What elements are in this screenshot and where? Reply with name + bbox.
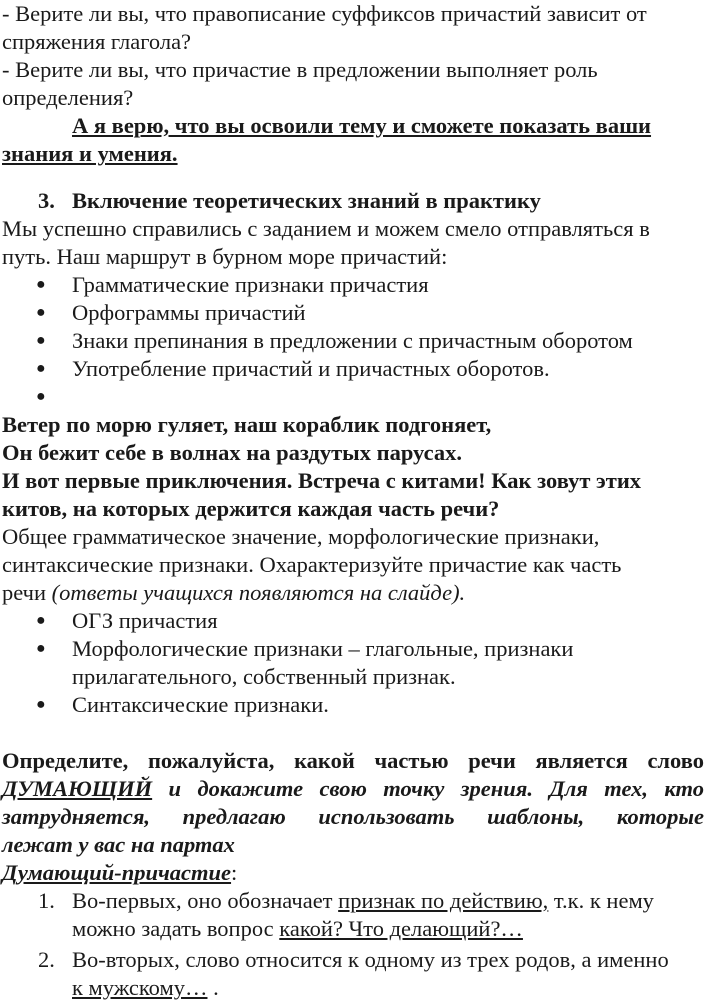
poem-line-1: Ветер по морю гуляет, наш кораблик подгоняет, <box>2 412 492 437</box>
list-item: ● ОГЗ причастия <box>36 608 218 633</box>
list-item: ● Синтаксические признаки. <box>36 692 329 717</box>
bullet-icon: ● <box>36 332 46 349</box>
question-1-line-1: - Верите ли вы, что правописание суффиксов причастий зависит от <box>2 1 647 26</box>
route-list <box>2 271 704 411</box>
intro-line-1: Мы успешно справились с заданием и можем смело отправляться в <box>2 216 650 241</box>
section-3-heading <box>2 187 704 215</box>
poem-line-4: китов, на которых держится каждая часть речи? <box>2 496 500 521</box>
task-line-1: Определите, пожалуйста, какой частью речи является слово <box>2 748 704 773</box>
bullet-icon: ● <box>36 304 46 321</box>
template-heading: Думающий-причастие: <box>2 860 238 885</box>
general-line-3: речи (ответы учащихся появляются на слайде). <box>2 580 466 605</box>
bullet-icon: ● <box>36 388 46 405</box>
section-3-number: 3. <box>38 188 55 213</box>
question-2-line-2: определения? <box>2 85 134 110</box>
bullet-icon: ● <box>36 360 46 377</box>
list-item: ● Употребление причастий и причастных оборотов. <box>36 356 550 381</box>
question-1-line-2: спряжения глагола? <box>2 29 192 54</box>
spacer <box>2 719 704 747</box>
poem-line-2: Он бежит себе в волнах на раздутых парусах. <box>2 440 462 465</box>
list-item: 2. Во-вторых, слово относится к одному из трех родов, а именно к мужскому… . <box>38 947 669 1000</box>
list-item: 1. Во-первых, оно обозначает признак по действию, т.к. к нему можно задать вопрос какой? Что делающий?… <box>38 888 654 941</box>
question-2-line-1: - Верите ли вы, что причастие в предложении выполняет роль <box>2 57 598 82</box>
general-line-2: синтаксические признаки. Охарактеризуйте причастие как часть <box>2 552 622 577</box>
bullet-icon: ● <box>36 276 46 293</box>
belief-statement-line-1: А я верю, что вы освоили тему и сможете показать ваши <box>72 113 652 138</box>
list-item-empty <box>2 383 704 411</box>
general-line-1: Общее грамматическое значение, морфологические признаки, <box>2 524 600 549</box>
intro-line-2: путь. Наш маршрут в бурном море причастий: <box>2 244 448 269</box>
poem-line-3: И вот первые приключения. Встреча с китами! Как зовут этих <box>2 468 642 493</box>
slide-note: (ответы учащихся появляются на слайде). <box>51 580 466 605</box>
bullet-icon: ● <box>36 640 46 657</box>
list-item: ● Морфологические признаки – глагольные, признаки прилагательного, собственный признак. <box>36 636 574 689</box>
bullet-icon: ● <box>36 696 46 713</box>
list-item: ● Знаки препинания в предложении с причастным оборотом <box>36 328 633 353</box>
list-item: ● Орфограммы причастий <box>36 300 306 325</box>
task-line-3: затрудняется, предлагаю использовать шаблоны, которые <box>2 804 704 829</box>
features-list <box>2 607 704 719</box>
task-line-2: ДУМАЮЩИЙ и докажите свою точку зрения. Для тех, кто <box>2 776 704 801</box>
proof-list <box>2 887 704 1002</box>
section-3-title: Включение теоретических знаний в практику <box>72 188 541 213</box>
bullet-icon: ● <box>36 612 46 629</box>
task-line-4: лежат у вас на партах <box>2 832 235 857</box>
keyword: ДУМАЮЩИЙ <box>2 776 153 801</box>
belief-statement-line-2: знания и умения. <box>2 141 178 166</box>
list-item: ● Грамматические признаки причастия <box>36 272 429 297</box>
